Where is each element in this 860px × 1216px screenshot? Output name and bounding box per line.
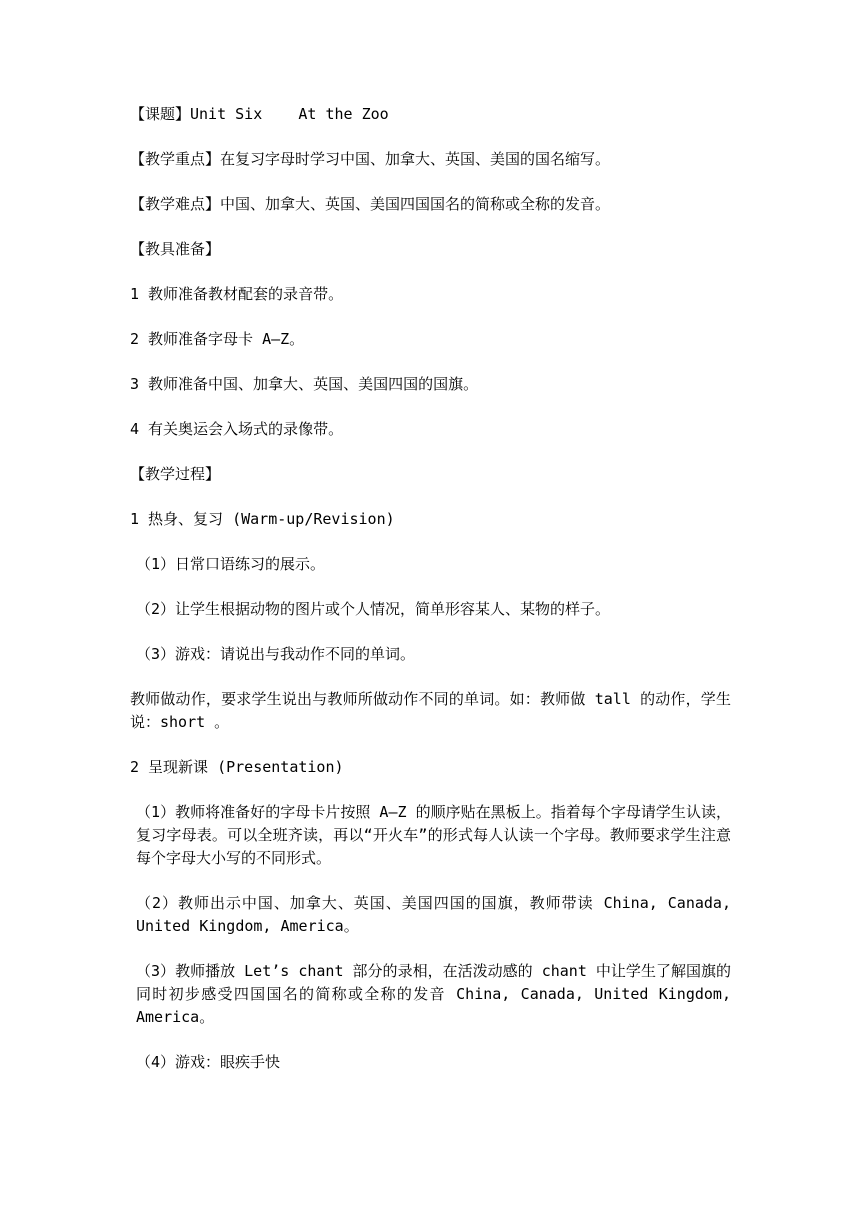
step2-item: （2）教师出示中国、加拿大、英国、美国四国的国旗，教师带读 China, Canada, United Kingdom, America。: [136, 894, 741, 935]
lesson-title: 【课题】Unit Six At the Zoo: [130, 105, 389, 123]
materials-heading: 【教具准备】: [130, 240, 221, 258]
materials-item: 3 教师准备中国、加拿大、英国、美国四国的国旗。: [130, 375, 479, 393]
document-page: [130, 103, 741, 1074]
step2-title: 2 呈现新课 (Presentation): [130, 758, 344, 776]
step1-item: （3）游戏：请说出与我动作不同的单词。: [136, 645, 416, 663]
step1-item: （2）让学生根据动物的图片或个人情况，简单形容某人、某物的样子。: [136, 600, 611, 618]
difficulties: 【教学难点】中国、加拿大、英国、美国四国国名的简称或全称的发音。: [130, 195, 611, 213]
step2-item: （3）教师播放 Let’s chant 部分的录相，在活泼动感的 chant 中让学生了解国旗的同时初步感受四国国名的简称或全称的发音 China, Canada, United Kingdom, America。: [136, 962, 741, 1026]
step2-item: （1）教师将准备好的字母卡片按照 A—Z 的顺序贴在黑板上。指着每个字母请学生认读，复习字母表。可以全班齐读，再以“开火车”的形式每人认读一个字母。教师要求学生注意每个字母大小写的不同形式。: [136, 803, 731, 867]
step1-item: （1）日常口语练习的展示。: [136, 555, 326, 573]
materials-item: 4 有关奥运会入场式的录像带。: [130, 420, 344, 438]
step1-note: 教师做动作，要求学生说出与教师所做动作不同的单词。如：教师做 tall 的动作，学生说：short 。: [130, 690, 731, 731]
key-points: 【教学重点】在复习字母时学习中国、加拿大、英国、美国的国名缩写。: [130, 150, 611, 168]
step1-title: 1 热身、复习 (Warm-up/Revision): [130, 510, 395, 528]
step2-item: （4）游戏：眼疾手快: [136, 1053, 281, 1071]
process-heading: 【教学过程】: [130, 465, 221, 483]
materials-item: 2 教师准备字母卡 A—Z。: [130, 330, 305, 348]
materials-item: 1 教师准备教材配套的录音带。: [130, 285, 344, 303]
